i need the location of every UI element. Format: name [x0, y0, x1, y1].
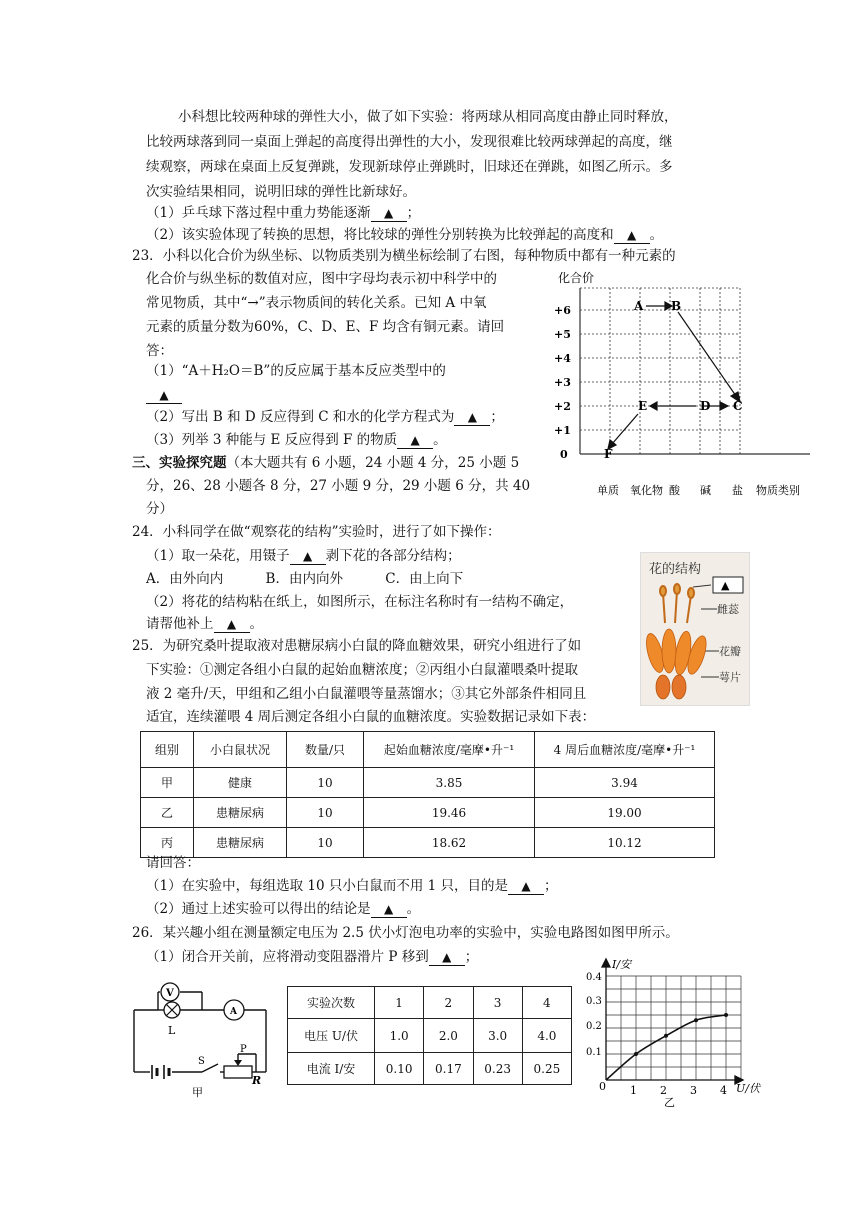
valence-xticks: [597, 483, 800, 497]
q25-sub2: （2）通过上述实验可以得出的结论是 ▲ 。: [146, 901, 421, 917]
answer-blank[interactable]: ▲: [146, 387, 182, 404]
header-cell: 起始血糖浓度/毫摩•升⁻¹: [364, 732, 535, 768]
q23-line-2: 化合价与纵坐标的数值对应，图中字母均表示初中科学中的: [146, 271, 497, 287]
header-cell: 组别: [141, 732, 194, 768]
q25-line-3: 液 2 毫升/天，甲组和乙组小白鼠灌喂等量蒸馏水；③其它外部条件相同且: [146, 686, 587, 702]
valence-yticks: [554, 304, 571, 461]
cell: 0.17: [424, 1053, 473, 1085]
point-label: A: [634, 299, 644, 313]
section3-desc-1: （本大题共有 6 小题，24 小题 4 分，25 小题 5: [226, 455, 520, 471]
flower-label: 雌蕊: [717, 603, 739, 616]
q24-sub2b: 请帮他补上 ▲ 。: [146, 616, 263, 632]
valence-chart: [550, 268, 820, 500]
xtick: 2: [660, 1084, 667, 1097]
ytick: +1: [554, 424, 571, 437]
point-label: E: [638, 399, 648, 413]
q23-sub2: （2）写出 B 和 D 反应得到 C 和水的化学方程式为 ▲ ；: [146, 409, 504, 425]
q23-line-4: 元素的质量分数为60%，C、D、E、F 均含有铜元素。请回: [146, 319, 505, 335]
q25-sub2-text: （2）通过上述实验可以得出的结论是: [146, 901, 371, 917]
flower-drawing: [641, 553, 749, 705]
lamp-label: L: [168, 1024, 176, 1037]
iu-xticks: [630, 1084, 727, 1097]
switch-label: S: [198, 1056, 205, 1067]
ytick: +6: [554, 304, 571, 317]
slider-arrow: [234, 1060, 242, 1066]
q23-line-5: 答：: [146, 343, 173, 359]
intro-q2: （2）该实验体现了转换的思想，将比较球的弹性分别转换为比较弹起的高度和 ▲ 。: [146, 227, 664, 243]
ytick: +4: [554, 352, 571, 365]
valence-grid: [580, 288, 810, 454]
intro-line-2: 比较两球落到同一桌面上弹起的高度得出弹性的大小，发现很难比较两球弹起的高度，继: [146, 134, 673, 150]
ytick: +5: [554, 328, 571, 341]
intro-line-1: 小科想比较两种球的弹性大小，做了如下实验：将两球从相同高度由静止同时释放，: [178, 109, 678, 125]
figure-blank: ▲: [721, 579, 730, 592]
xtick: 碱: [700, 484, 711, 497]
header-cell: 4 周后血糖浓度/毫摩•升⁻¹: [535, 732, 715, 768]
rheostat-icon: [224, 1066, 252, 1078]
flower-petals: [643, 629, 710, 676]
q23-sub2-text: （2）写出 B 和 D 反应得到 C 和水的化学方程式为: [146, 409, 455, 425]
experiment-table: [287, 986, 572, 1085]
q24-sub1-text: （1）取一朵花，用镊子: [146, 548, 290, 564]
circuit-diagram: [128, 972, 278, 1100]
flower-sepals: [656, 675, 686, 699]
answer-blank[interactable]: ▲: [290, 548, 326, 565]
xtick: 盐: [732, 484, 743, 497]
ammeter-label: A: [230, 1007, 237, 1017]
cell: 0.10: [375, 1053, 424, 1085]
cell: 乙: [141, 798, 194, 828]
flower-label: 萼片: [719, 671, 741, 684]
xtick: 酸: [669, 484, 680, 497]
section3-line-3: 分）: [146, 501, 173, 517]
q25-line-1: 25．为研究桑叶提取液对患糖尿病小白鼠的降血糖效果，研究小组进行了如: [132, 638, 582, 654]
answer-blank[interactable]: ▲: [508, 878, 544, 895]
iu-caption: 乙: [664, 1096, 675, 1108]
ytick: +3: [554, 376, 571, 389]
cell: 3.0: [473, 1019, 522, 1053]
q23-line-3: 常见物质，其中“→”表示物质间的转化关系。已知 A 中氧: [146, 295, 487, 311]
ytick: 0.2: [586, 1021, 602, 1032]
q23-sub3: （3）列举 3 种能与 E 反应得到 F 的物质 ▲ 。: [146, 432, 447, 448]
ytick: +2: [554, 400, 571, 413]
data-point: [634, 1052, 638, 1056]
iu-origin: 0: [599, 1080, 606, 1093]
point-label: B: [671, 299, 682, 313]
option-b[interactable]: B．由内向外: [265, 571, 343, 587]
cell: 4.0: [522, 1019, 571, 1053]
header-cell: 2: [424, 987, 473, 1019]
header-cell: 数量/只: [287, 732, 364, 768]
intro-line-3: 续观察，两球在桌面上反复弹跳，发现新球停止弹跳时，旧球还在弹跳，如图乙所示。多: [146, 159, 673, 175]
data-point: [724, 1013, 728, 1017]
point-label: F: [604, 447, 613, 461]
cell: 健康: [194, 768, 287, 798]
header-cell: 1: [375, 987, 424, 1019]
data-point: [694, 1018, 698, 1022]
cell: 0.23: [473, 1053, 522, 1085]
blood-sugar-table: [140, 731, 715, 858]
q23-sub1-blank-line: [146, 384, 182, 406]
table-row: [288, 1019, 572, 1053]
xtick: 1: [630, 1084, 637, 1097]
table-row: [141, 828, 715, 858]
cell: 3.85: [364, 768, 535, 798]
intro-q1-text: （1）乒乓球下落过程中重力势能逐渐: [146, 205, 371, 221]
flower-label: 花瓣: [719, 645, 741, 658]
valence-ylabel: 化合价: [558, 271, 595, 285]
q26-line-1: 26．某兴趣小组在测量额定电压为 2.5 伏小灯泡电功率的实验中，实验电路图如图甲所示。: [132, 925, 679, 941]
iu-grid: [606, 976, 741, 1080]
cell: 10.12: [535, 828, 715, 858]
row-label: 电压 U/伏: [288, 1019, 375, 1053]
valence-points: [604, 299, 743, 461]
q26-sub1: （1）闭合开关前，应将滑动变阻器滑片 P 移到 ▲ ；: [146, 949, 479, 965]
q23-line-1: 23．小科以化合价为纵坐标、以物质类别为横坐标绘制了右图，每种物质中都有一种元素的: [132, 248, 676, 264]
iu-graph: [586, 956, 770, 1108]
xtick: 3: [690, 1084, 697, 1097]
answer-blank[interactable]: ▲: [371, 901, 407, 918]
q23-sub3-text: （3）列举 3 种能与 E 反应得到 F 的物质: [146, 432, 398, 448]
cell: 18.62: [364, 828, 535, 858]
ytick: 0.4: [586, 972, 602, 983]
table-row: [141, 768, 715, 798]
cell: 患糖尿病: [194, 828, 287, 858]
answer-blank[interactable]: ▲: [397, 432, 433, 449]
row-label: 电流 I/安: [288, 1053, 375, 1085]
section3-line-2: 分，26、28 小题各 8 分，27 小题 9 分，29 小题 6 分，共 40: [146, 478, 531, 494]
q24-line-1: 24．小科同学在做“观察花的结构”实验时，进行了如下操作：: [132, 524, 501, 540]
q25-line-4: 适宜，连续灌喂 4 周后测定各组小白鼠的血糖浓度。实验数据记录如下表：: [146, 709, 596, 725]
rheostat-label: R: [252, 1074, 262, 1087]
q23-sub1: （1）“A＋H₂O＝B”的反应属于基本反应类型中的: [146, 363, 446, 379]
cell: 19.00: [535, 798, 715, 828]
ytick: 0.3: [586, 996, 602, 1007]
xtick: 4: [720, 1084, 727, 1097]
cell: 10: [287, 828, 364, 858]
answer-blank[interactable]: ▲: [429, 949, 465, 966]
intro-line-4: 次实验结果相同，说明旧球的弹性比新球好。: [146, 184, 416, 200]
q24-options: [146, 568, 463, 590]
q24-sub2a: （2）将花的结构粘在纸上，如图所示，在标注名称时有一结构不确定，: [146, 594, 574, 610]
cell: 丙: [141, 828, 194, 858]
q25-sub1-text: （1）在实验中，每组选取 10 只小白鼠而不用 1 只，目的是: [146, 878, 509, 894]
table-row: [288, 1053, 572, 1085]
table-row: [141, 732, 715, 768]
header-cell: 4: [522, 987, 571, 1019]
battery-icon: [152, 1065, 169, 1079]
voltmeter-label: V: [166, 988, 174, 999]
header-cell: 3: [473, 987, 522, 1019]
cell: 3.94: [535, 768, 715, 798]
ytick: 0.1: [586, 1047, 602, 1058]
data-point: [664, 1034, 668, 1038]
cell: 10: [287, 798, 364, 828]
flower-title: 花的结构: [649, 562, 702, 577]
table-row: [288, 987, 572, 1019]
answer-blank[interactable]: ▲: [214, 616, 250, 633]
point-label: C: [733, 399, 743, 413]
cell: 10: [287, 768, 364, 798]
section3-line-1: [132, 452, 519, 474]
section3-title: 三、实验探究题: [132, 455, 227, 471]
xlabel: 物质类别: [756, 484, 800, 497]
circuit-caption: 甲: [192, 1086, 203, 1099]
iu-yticks: [586, 972, 602, 1058]
q25-line-2: 下实验：①测定各组小白鼠的起始血糖浓度；②丙组小白鼠灌喂桑叶提取: [146, 662, 578, 678]
q26-sub1-text: （1）闭合开关前，应将滑动变阻器滑片 P 移到: [146, 949, 429, 965]
iu-xlabel: U/伏: [736, 1082, 760, 1095]
header-cell: 实验次数: [288, 987, 375, 1019]
xtick: 单质: [597, 484, 619, 497]
slider-label: P: [240, 1044, 247, 1055]
q24-sub1: [146, 545, 461, 567]
flower-figure: [640, 552, 750, 706]
q25-sub1: （1）在实验中，每组选取 10 只小白鼠而不用 1 只，目的是 ▲ ；: [146, 878, 558, 894]
cell: 19.46: [364, 798, 535, 828]
intro-q1: （1）乒乓球下落过程中重力势能逐渐 ▲ ；: [146, 205, 421, 221]
q25-ask: 请回答：: [146, 855, 200, 871]
cell: 2.0: [424, 1019, 473, 1053]
iu-ylabel: I/安: [612, 958, 632, 971]
intro-q2-text: （2）该实验体现了转换的思想，将比较球的弹性分别转换为比较弹起的高度和: [146, 227, 614, 243]
ytick: 0: [560, 448, 568, 461]
option-c[interactable]: C．由上向下: [385, 571, 464, 587]
answer-blank[interactable]: ▲: [371, 205, 407, 222]
cell: 甲: [141, 768, 194, 798]
header-cell: 小白鼠状况: [194, 732, 287, 768]
answer-blank[interactable]: ▲: [614, 227, 650, 244]
point-label: D: [700, 399, 711, 413]
flower-stamens: [660, 584, 694, 623]
q24-sub1-tail: 剥下花的各部分结构；: [325, 548, 461, 564]
cell: 0.25: [522, 1053, 571, 1085]
answer-blank[interactable]: ▲: [454, 409, 490, 426]
q24-sub2b-text: 请帮他补上: [146, 616, 214, 632]
table-row: [141, 798, 715, 828]
cell: 患糖尿病: [194, 798, 287, 828]
cell: 1.0: [375, 1019, 424, 1053]
xtick: 氧化物: [630, 484, 663, 497]
option-a[interactable]: A．由外向内: [146, 571, 224, 587]
